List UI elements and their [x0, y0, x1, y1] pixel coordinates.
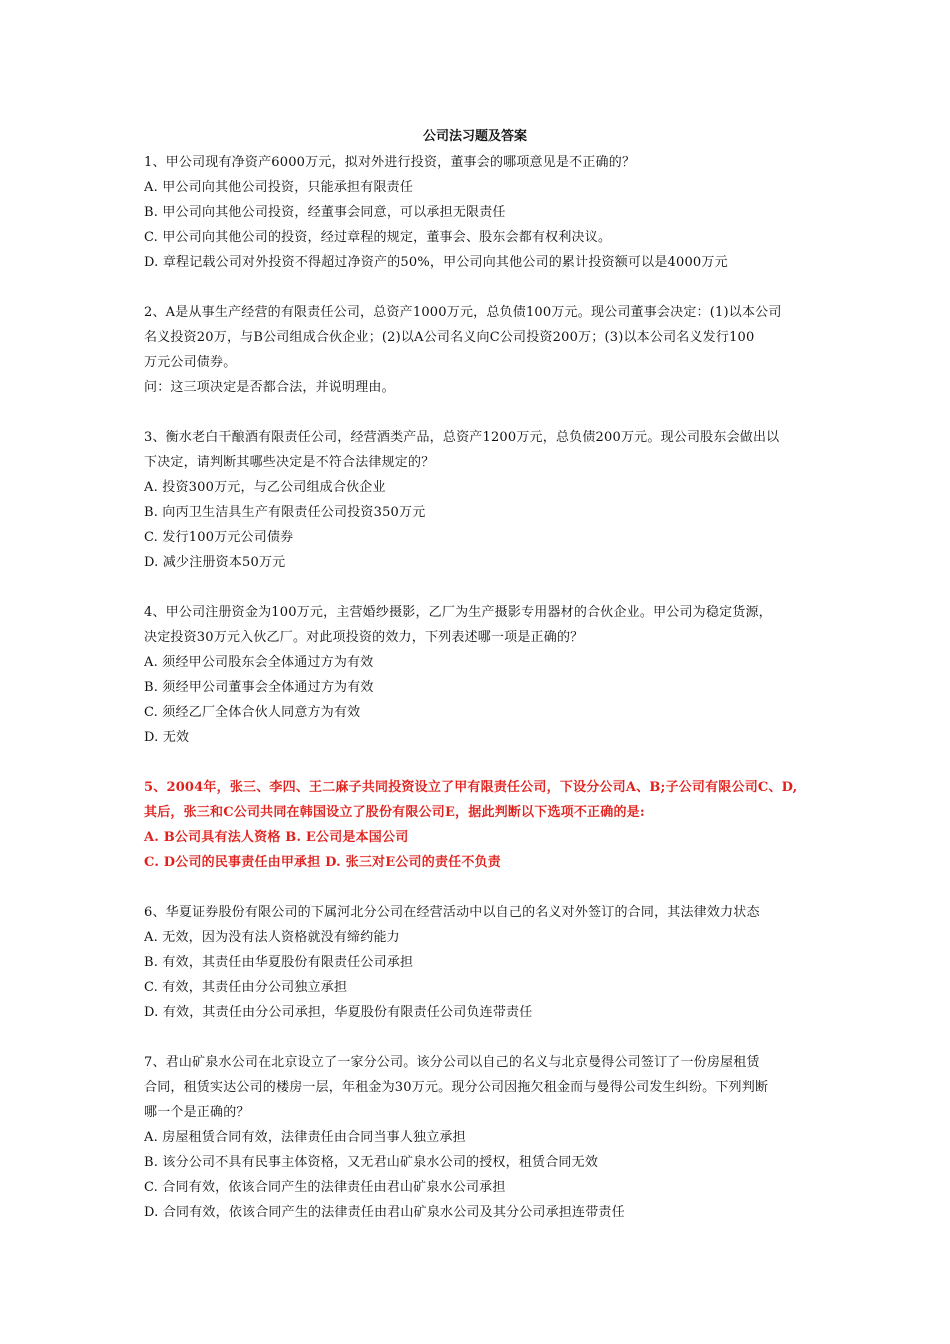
question-6 [144, 900, 814, 1025]
question-7-option-b: B. 该分公司不具有民事主体资格，又无君山矿泉水公司的授权，租赁合同无效 [144, 1155, 599, 1170]
question-1 [144, 150, 814, 275]
question-4-option-b: B. 须经甲公司董事会全体通过方为有效 [144, 680, 374, 695]
question-6-option-c: C. 有效，其责任由分公司独立承担 [144, 980, 348, 995]
question-2-stem-line-1: 2、A是从事生产经营的有限责任公司，总资产1000万元，总负债100万元。现公司董事会决定：(1)以本公司 [144, 305, 782, 320]
question-7-option-c: C. 合同有效，依该合同产生的法律责任由君山矿泉水公司承担 [144, 1180, 506, 1195]
question-2-stem-line-3: 万元公司债券。 [144, 355, 237, 370]
question-7-stem-line-2: 合同，租赁实达公司的楼房一层，年租金为30万元。现分公司因拖欠租金而与曼得公司发生纠纷。下列判断 [144, 1080, 769, 1095]
question-3-option-a: A. 投资300万元，与乙公司组成合伙企业 [144, 480, 386, 495]
question-6-option-d: D. 有效，其责任由分公司承担，华夏股份有限责任公司负连带责任 [144, 1005, 533, 1020]
question-4-option-c: C. 须经乙厂全体合伙人同意方为有效 [144, 705, 361, 720]
page-title: 公司法习题及答案 [422, 129, 527, 144]
question-1-option-b: B. 甲公司向其他公司投资，经董事会同意，可以承担无限责任 [144, 205, 506, 220]
question-7 [144, 1050, 814, 1225]
spacer [144, 1025, 814, 1050]
question-4-option-a: A. 须经甲公司股东会全体通过方为有效 [144, 655, 374, 670]
question-2 [144, 300, 814, 400]
question-6-stem: 6、华夏证券股份有限公司的下属河北分公司在经营活动中以自己的名义对外签订的合同，其法律效力状态 [144, 905, 760, 920]
question-6-option-a: A. 无效，因为没有法人资格就没有缔约能力 [144, 930, 400, 945]
question-2-stem-line-2: 名义投资20万，与B公司组成合伙企业；(2)以A公司名义向C公司投资200万；(3)以本公司名义发行100 [144, 330, 755, 345]
question-1-stem: 1、甲公司现有净资产6000万元，拟对外进行投资，董事会的哪项意见是不正确的？ [144, 155, 636, 170]
question-3-option-c: C. 发行100万元公司债券 [144, 530, 294, 545]
document-body [144, 150, 814, 1225]
question-4-option-d: D. 无效 [144, 730, 190, 745]
spacer [144, 750, 814, 775]
question-5-options-ab: A. B公司具有法人资格 B. E公司是本国公司 [144, 830, 409, 845]
question-3-option-d: D. 减少注册资本50万元 [144, 555, 286, 570]
question-7-option-a: A. 房屋租赁合同有效，法律责任由合同当事人独立承担 [144, 1130, 466, 1145]
question-5-options-cd: C. D公司的民事责任由甲承担 D. 张三对E公司的责任不负责 [144, 855, 501, 870]
question-7-stem-line-1: 7、君山矿泉水公司在北京设立了一家分公司。该分公司以自己的名义与北京曼得公司签订了一份房屋租赁 [144, 1055, 760, 1070]
spacer [144, 575, 814, 600]
question-5-stem-line-2: 其后，张三和C公司共同在韩国设立了股份有限公司E，据此判断以下选项不正确的是: [144, 805, 645, 820]
question-1-option-d: D. 章程记载公司对外投资不得超过净资产的50%，甲公司向其他公司的累计投资额可以是4000万元 [144, 255, 728, 270]
question-5-stem-line-1: 5、2004年，张三、李四、王二麻子共同投资设立了甲有限责任公司，下设分公司A、B;子公司有限公司C、D, [144, 780, 798, 795]
question-2-ask: 问：这三项决定是否都合法，并说明理由。 [144, 380, 395, 395]
question-3-option-b: B. 向丙卫生洁具生产有限责任公司投资350万元 [144, 505, 426, 520]
question-4-stem-line-1: 4、甲公司注册资金为100万元，主营婚纱摄影，乙厂为生产摄影专用器材的合伙企业。甲公司为稳定货源， [144, 605, 772, 620]
question-1-option-a: A. 甲公司向其他公司投资，只能承担有限责任 [144, 180, 414, 195]
spacer [144, 400, 814, 425]
question-3-stem-line-2: 下决定，请判断其哪些决定是不符合法律规定的？ [144, 455, 435, 470]
question-7-stem-line-3: 哪一个是正确的？ [144, 1105, 250, 1120]
question-4-stem-line-2: 决定投资30万元入伙乙厂。对此项投资的效力，下列表述哪一项是正确的？ [144, 630, 584, 645]
question-7-option-d: D. 合同有效，依该合同产生的法律责任由君山矿泉水公司及其分公司承担连带责任 [144, 1205, 625, 1220]
question-1-option-c: C. 甲公司向其他公司的投资，经过章程的规定，董事会、股东会都有权利决议。 [144, 230, 612, 245]
question-5 [144, 775, 814, 875]
spacer [144, 275, 814, 300]
spacer [144, 875, 814, 900]
question-6-option-b: B. 有效，其责任由华夏股份有限责任公司承担 [144, 955, 414, 970]
question-4 [144, 600, 814, 750]
question-3 [144, 425, 814, 575]
question-3-stem-line-1: 3、衡水老白干酿酒有限责任公司，经营酒类产品，总资产1200万元，总负债200万元。现公司股东会做出以 [144, 430, 780, 445]
